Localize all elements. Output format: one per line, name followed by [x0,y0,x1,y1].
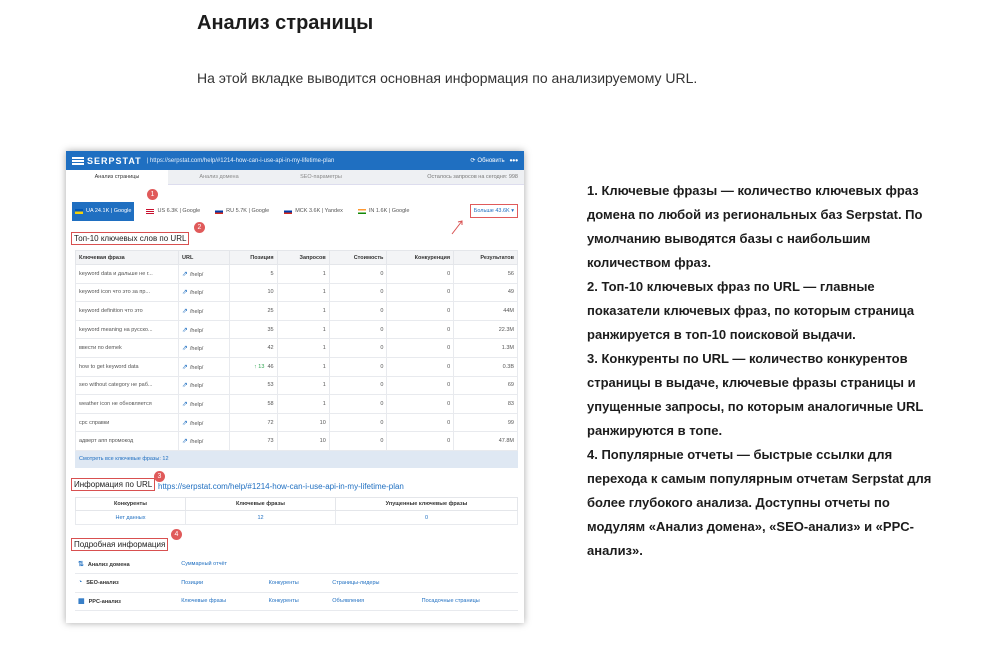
requests-cell: 1 [277,283,329,302]
explanation-text [587,179,932,563]
section-top10-title: Топ-10 ключевых слов по URL [71,232,189,245]
external-link-icon: ⇗ [182,345,188,353]
report-link [419,555,518,574]
url-cell[interactable] [179,320,230,339]
keyword-cell[interactable]: seo without category не раб... [76,376,179,395]
competition-cell: 0 [387,432,454,451]
explanation-item-2: 2. Топ-10 ключевых фраз по URL — главные показатели ключевых фраз, по которым страница ранжируется в топ-10 поисковой выдачи. [587,279,915,342]
results-cell: 56 [454,265,518,284]
flag-icon [358,209,366,214]
report-link[interactable]: Ключевые фразы [178,592,265,611]
table-header-row [76,498,518,511]
table-row [75,574,518,593]
url-cell[interactable] [179,413,230,432]
table-row [76,302,518,321]
position-value: 10 [267,289,274,296]
report-link [266,555,330,574]
requests-cell: 1 [277,339,329,358]
page-title: Анализ страницы [197,12,374,34]
position-value: 53 [267,382,274,389]
requests-cell: 1 [277,376,329,395]
position-cell [230,376,278,395]
more-menu-icon[interactable]: ••• [509,156,518,165]
position-cell [230,302,278,321]
url-cell[interactable] [179,302,230,321]
explanation-item-1: 1. Ключевые фразы — количество ключевых фраз домена по любой из региональных баз Serpstat. По умолчанию выводятся базы с наибольшим количеством фраз. [587,183,923,270]
results-cell: 69 [454,376,518,395]
results-cell: 0.3B [454,357,518,376]
cost-cell: 0 [329,320,387,339]
report-link[interactable]: Позиции [178,574,265,593]
module-name: SEO-анализ [86,580,119,587]
cost-cell: 0 [329,413,387,432]
explanation-item-4: 4. Популярные отчеты — быстрые ссылки для перехода к самым популярным отчетам Serpstat для более глубокого анализа. Доступны отчеты по модулям «Анализ домена», «SEO-анализ» и «PPC-анализ». [587,447,932,558]
keywords-table [75,250,518,451]
external-link-icon: ⇗ [182,363,188,371]
region-label: UA 24.1K | Google [86,208,132,214]
url-cell[interactable] [179,376,230,395]
cost-cell: 0 [329,339,387,358]
position-cell [230,357,278,376]
module-icon: ▦ [78,598,85,606]
position-value: 58 [267,400,274,407]
results-cell: 44M [454,302,518,321]
url-cell[interactable] [179,395,230,414]
keyword-cell[interactable]: weather icon не обновляется [76,395,179,414]
detail-table [75,555,518,611]
app-topbar [66,151,524,170]
module-name: Анализ домена [87,562,130,569]
position-value: 35 [267,326,274,333]
col-requests[interactable]: Запросов [277,251,329,265]
table-row [76,413,518,432]
requests-remaining: Осталось запросов на сегодня: 998 [427,174,518,180]
requests-cell: 1 [277,302,329,321]
report-link [329,555,418,574]
refresh-icon: ⟳ [470,158,476,164]
requests-cell: 1 [277,320,329,339]
report-link[interactable]: Суммарный отчёт [178,555,265,574]
table-header-row [76,251,518,265]
position-value: 42 [267,345,274,352]
requests-cell: 1 [277,357,329,376]
region-label: RU 5.7K | Google [226,208,270,214]
external-link-icon: ⇗ [182,382,188,390]
flag-icon [215,209,223,214]
section-detail-title: Подробная информация [71,538,168,551]
pointer-arrow-icon [450,218,466,236]
table-row [76,357,518,376]
module-name: PPC-анализ [88,599,121,606]
col-results[interactable]: Результатов [454,251,518,265]
section-url-info-title: Информация по URL [71,478,155,491]
keyword-cell[interactable]: keyword definition что это [76,302,179,321]
report-link[interactable]: Страницы-лидеры [329,574,418,593]
regions-more-dropdown[interactable] [470,204,518,218]
region-in[interactable] [355,202,413,221]
competition-cell: 0 [387,395,454,414]
refresh-label: Обновить [477,157,505,164]
results-cell: 99 [454,413,518,432]
competition-cell: 0 [387,376,454,395]
table-row [76,339,518,358]
report-link[interactable]: Объявления [329,592,418,611]
logo-icon [72,157,84,165]
trend-up-indicator: ↑ 13 [253,363,265,370]
requests-cell: 1 [277,265,329,284]
requests-cell: 1 [277,395,329,414]
region-us[interactable] [143,202,203,221]
results-cell: 83 [454,395,518,414]
badge-4: 4 [171,529,182,540]
col-missed-phrases: Упущенные ключевые фразы [336,498,518,511]
competition-cell: 0 [387,413,454,432]
analyzed-url: | https://serpstat.com/help/#1214-how-can-i-use-api-in-my-lifetime-plan [146,157,335,164]
url-text: /help/ [189,401,204,408]
competition-cell: 0 [387,265,454,284]
position-cell [230,395,278,414]
table-row [75,555,518,574]
position-cell [230,432,278,451]
module-cell [75,592,178,611]
requests-cell: 10 [277,413,329,432]
competition-cell: 0 [387,320,454,339]
url-cell[interactable] [179,283,230,302]
region-ru[interactable] [212,202,272,221]
position-cell [230,320,278,339]
position-cell [230,339,278,358]
table-row [76,395,518,414]
explanation-item-3: 3. Конкуренты по URL — количество конкурентов страницы в выдаче, ключевые фразы страницы и упущенные запросы, по которым аналогичные URL ранжируются в топе. [587,351,924,438]
external-link-icon: ⇗ [182,326,188,334]
url-cell[interactable] [179,432,230,451]
tab-bar [66,170,524,185]
flag-icon [284,209,292,214]
tab-domain-analysis[interactable]: Анализ домена [199,173,239,180]
tab-page-analysis[interactable]: Анализ страницы [66,170,168,185]
region-msk[interactable] [281,202,346,221]
competition-cell: 0 [387,357,454,376]
table-row [76,283,518,302]
col-url[interactable]: URL [179,251,230,265]
region-label: US 6.3K | Google [157,208,201,214]
table-row [76,320,518,339]
badge-3: 3 [154,471,165,482]
keyword-phrases-value[interactable]: 12 [186,511,336,525]
keyword-cell[interactable]: how to get keyword data [76,357,179,376]
url-text: /help/ [189,420,204,427]
position-value: 25 [267,307,274,314]
table-row [76,376,518,395]
report-link[interactable]: Посадочные страницы [419,592,518,611]
url-text: /help/ [189,290,204,297]
cost-cell: 0 [329,395,387,414]
cost-cell: 0 [329,376,387,395]
url-info-link[interactable]: https://serpstat.com/help/#1214-how-can-i-use-api-in-my-lifetime-plan [158,482,404,491]
col-competition[interactable]: Конкуренция [387,251,454,265]
keyword-cell[interactable]: keyword meaning на русско... [76,320,179,339]
external-link-icon: ⇗ [182,289,188,297]
page-description: На этой вкладке выводится основная информация по анализируемому URL. [197,70,698,86]
external-link-icon: ⇗ [182,400,188,408]
col-keyword[interactable]: Ключевая фраза [76,251,179,265]
badge-1: 1 [147,189,158,200]
url-text: /help/ [189,327,204,334]
position-cell [230,283,278,302]
col-position[interactable]: Позиция [230,251,278,265]
flag-icon [146,209,154,214]
url-text: /help/ [189,439,204,446]
url-text: /help/ [189,383,204,390]
table-row [76,432,518,451]
serpstat-logo [72,156,142,166]
requests-cell: 10 [277,432,329,451]
url-cell[interactable] [179,265,230,284]
url-cell[interactable] [179,357,230,376]
report-link[interactable]: Конкуренты [266,574,330,593]
competition-cell: 0 [387,302,454,321]
url-text: /help/ [189,364,204,371]
external-link-icon: ⇗ [182,270,188,278]
missed-phrases-value[interactable]: 0 [336,511,518,525]
results-cell: 47.8M [454,432,518,451]
col-competitors: Конкуренты [76,498,186,511]
position-value: 72 [267,419,274,426]
results-cell: 49 [454,283,518,302]
report-link [419,574,518,593]
cost-cell: 0 [329,302,387,321]
module-cell [75,555,178,574]
keyword-cell[interactable]: keyword icon что это за пр... [76,283,179,302]
url-text: /help/ [189,271,204,278]
competition-cell: 0 [387,283,454,302]
competition-cell: 0 [387,339,454,358]
position-cell [230,265,278,284]
keyword-cell[interactable]: keyword data и дальше не г... [76,265,179,284]
regions-more-label: Больше 43.6K [473,208,510,214]
results-cell: 1.3M [454,339,518,358]
cost-cell: 0 [329,357,387,376]
keyword-cell[interactable]: адверт апп промокод [76,432,179,451]
url-info-table [75,497,518,525]
url-cell[interactable] [179,339,230,358]
table-row [76,511,518,525]
module-icon: ⇅ [78,561,84,569]
see-all-keywords-link[interactable]: Смотреть все ключевые фразы: 12 [75,451,518,468]
competitors-value[interactable]: Нет данных [76,511,186,525]
module-icon: ◔ [78,579,83,587]
tab-seo-params[interactable]: SEO-параметры [300,173,342,180]
cost-cell: 0 [329,283,387,302]
position-cell [230,413,278,432]
table-row [76,265,518,284]
badge-2: 2 [194,222,205,233]
position-value: 46 [267,363,274,370]
results-cell: 22.3M [454,320,518,339]
keyword-cell[interactable]: ввести по demek [76,339,179,358]
region-label: IN 1.6K | Google [368,208,410,214]
position-value: 73 [267,438,274,445]
col-cost[interactable]: Стоимость [329,251,387,265]
refresh-button[interactable] [470,157,504,164]
external-link-icon: ⇗ [182,438,188,446]
keyword-cell[interactable]: cpc справки [76,413,179,432]
brand-name: SERPSTAT [87,155,142,166]
region-ua[interactable] [72,202,134,221]
url-text: /help/ [189,346,204,353]
url-text: /help/ [189,308,204,315]
external-link-icon: ⇗ [182,419,188,427]
flag-icon [75,209,83,214]
report-link[interactable]: Конкуренты [266,592,330,611]
table-row [75,592,518,611]
cost-cell: 0 [329,265,387,284]
module-cell [75,574,178,593]
region-label: MCK 3.6K | Yandex [295,208,343,214]
position-value: 5 [270,270,274,277]
cost-cell: 0 [329,432,387,451]
col-keyword-phrases: Ключевые фразы [186,498,336,511]
chevron-down-icon: ▾ [511,208,514,214]
external-link-icon: ⇗ [182,307,188,315]
